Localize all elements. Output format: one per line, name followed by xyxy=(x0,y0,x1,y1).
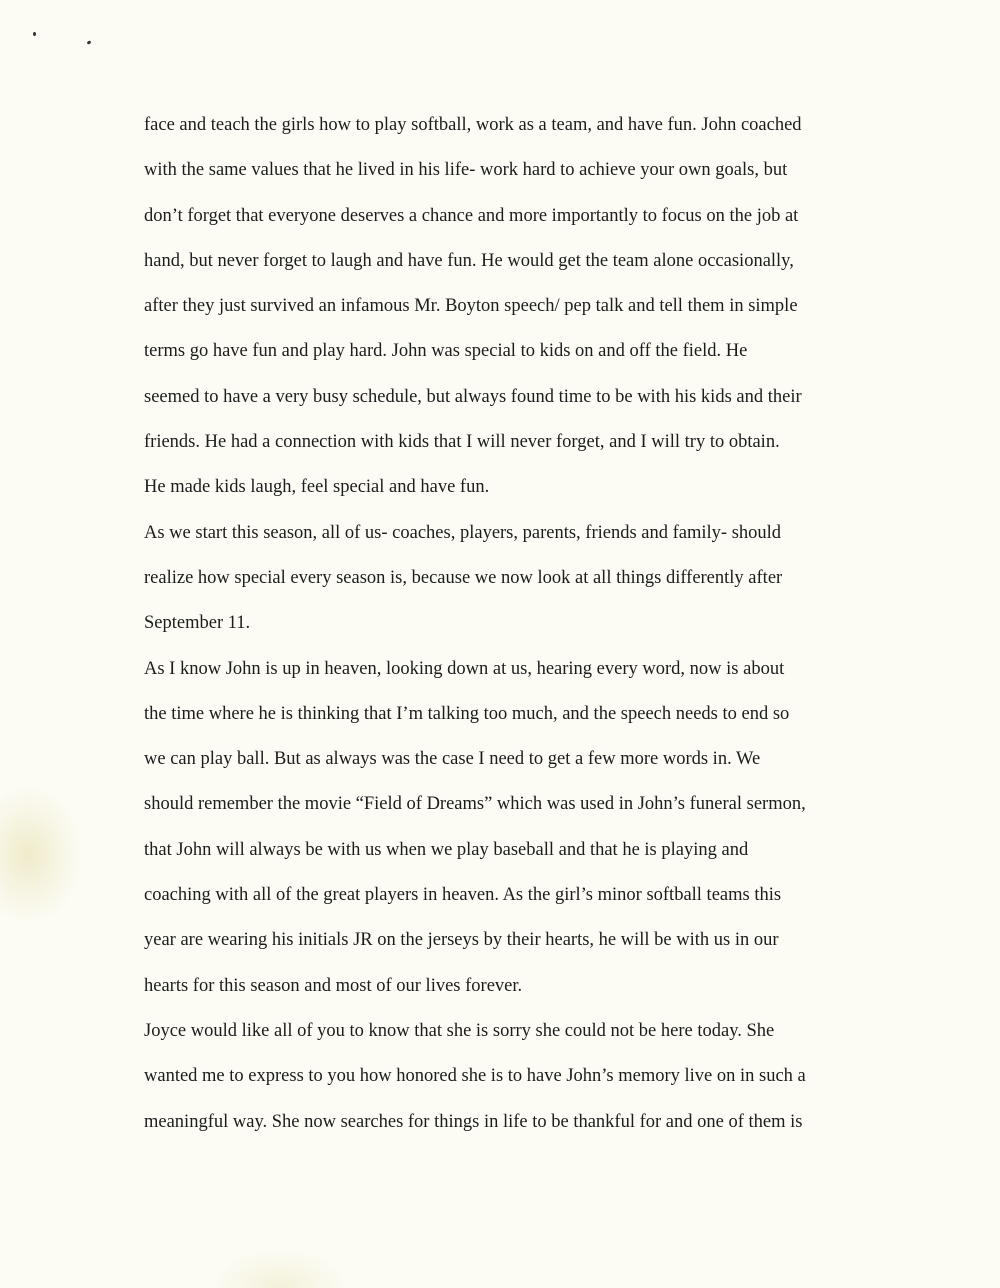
text-line: hand, but never forget to laugh and have fun. He would get the team alone occasionally, xyxy=(144,250,794,271)
text-line: As I know John is up in heaven, looking down at us, hearing every word, now is about xyxy=(144,658,785,679)
document-body xyxy=(144,103,874,1145)
text-line: don’t forget that everyone deserves a chance and more importantly to focus on the job at xyxy=(144,205,799,226)
text-line: He made kids laugh, feel special and have fun. xyxy=(144,477,490,498)
text-line: that John will always be with us when we play baseball and that he is playing and xyxy=(144,839,749,860)
text-line: seemed to have a very busy schedule, but always found time to be with his kids and their xyxy=(144,386,802,407)
text-line: friends. He had a connection with kids that I will never forget, and I will try to obtain. xyxy=(144,432,780,453)
text-line: the time where he is thinking that I’m talking too much, and the speech needs to end so xyxy=(144,703,790,724)
text-line: Joyce would like all of you to know that she is sorry she could not be here today. She xyxy=(144,1020,775,1041)
text-line: year are wearing his initials JR on the jerseys by their hearts, he will be with us in our xyxy=(144,930,779,951)
scan-speck xyxy=(87,40,92,45)
text-line: face and teach the girls how to play softball, work as a team, and have fun. John coached xyxy=(144,115,802,135)
text-line: terms go have fun and play hard. John was special to kids on and off the field. He xyxy=(144,341,748,362)
text-line: coaching with all of the great players in heaven. As the girl’s minor softball teams this xyxy=(144,885,782,906)
text-line: As we start this season, all of us- coaches, players, parents, friends and family- should xyxy=(144,522,782,543)
text-line: after they just survived an infamous Mr. Boyton speech/ pep talk and tell them in simple xyxy=(144,296,798,317)
text-line: meaningful way. She now searches for things in life to be thankful for and one of them is xyxy=(144,1111,803,1132)
text-line: hearts for this season and most of our lives forever. xyxy=(144,975,523,996)
text-line: with the same values that he lived in his life- work hard to achieve your own goals, but xyxy=(144,160,788,181)
scan-speck xyxy=(33,32,36,36)
text-line: wanted me to express to you how honored she is to have John’s memory live on in such a xyxy=(144,1066,806,1087)
text-line: September 11. xyxy=(144,613,251,634)
text-line: should remember the movie “Field of Dreams” which was used in John’s funeral sermon, xyxy=(144,794,806,815)
text-line: we can play ball. But as always was the case I need to get a few more words in. We xyxy=(144,749,761,770)
text-line: realize how special every season is, because we now look at all things differently after xyxy=(144,567,783,588)
